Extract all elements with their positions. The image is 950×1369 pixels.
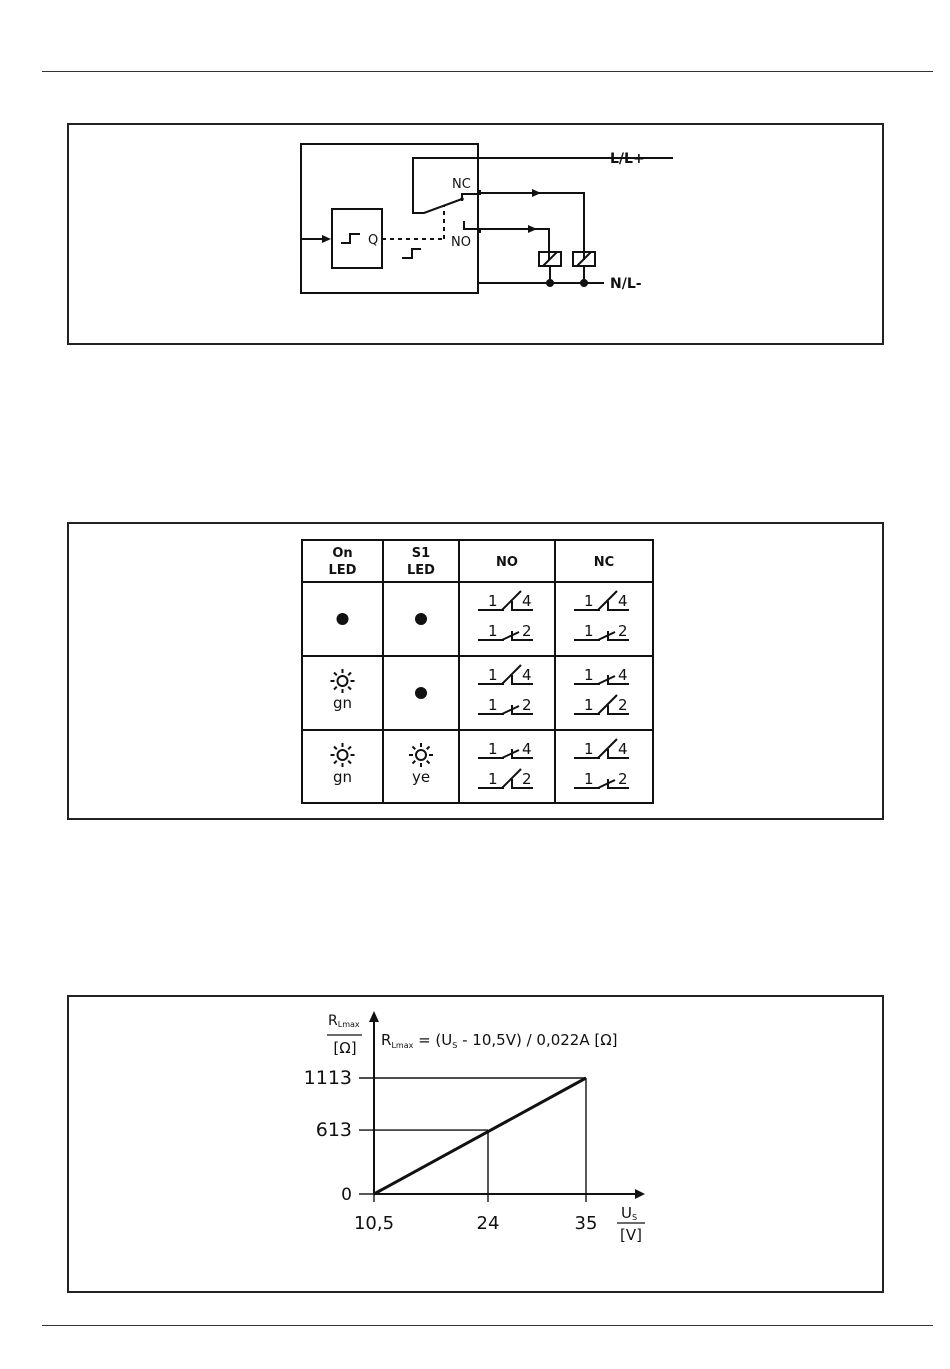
row3-no-contact-12-terminal-end: 2 <box>522 770 532 788</box>
x-axis-label: US <box>621 1204 638 1222</box>
junction-dot-1 <box>546 279 554 287</box>
row2-on-led-led-core <box>338 676 348 686</box>
row3-s1-led-led-ray <box>427 747 430 750</box>
nc-branch <box>480 193 584 260</box>
row3-on-led-led-ray <box>348 747 351 750</box>
y-tick-label: 0 <box>341 1185 352 1205</box>
input-arrowhead <box>322 235 331 243</box>
top-rule <box>42 71 933 72</box>
row1-nc-contact-14-terminal-common: 1 <box>584 592 594 610</box>
row2-nc-contact-12-terminal-end: 2 <box>618 696 628 714</box>
row2-on-led-on-icon <box>331 669 355 693</box>
row3-nc-contact-14-terminal-common: 1 <box>584 740 594 758</box>
row3-s1-led-led-ray <box>413 747 416 750</box>
row2-on-led-label: gn <box>332 694 353 712</box>
row3-no-contact-14-blade-closed <box>502 750 519 758</box>
row1-no-contact-12-terminal-end: 2 <box>522 622 532 640</box>
row3-s1-led-led-ray <box>427 761 430 764</box>
table-header-on-led: On <box>332 546 353 561</box>
nc-label: NC <box>452 177 471 192</box>
neutral-minus-label: N/L- <box>610 276 642 292</box>
row3-on-led-label: gn <box>332 768 353 786</box>
formula-label: $R_{Lmax} = (U_S - 10,5V) / 0,022A$ [Ω] <box>381 1031 618 1050</box>
row3-nc-contact-12-terminal-common: 1 <box>584 770 594 788</box>
row3-nc-contact-12-blade-closed <box>598 780 615 788</box>
row3-nc-contact-14-terminal-end: 4 <box>618 740 628 758</box>
row3-nc-contact-12-terminal-end: 2 <box>618 770 628 788</box>
row1-nc-contact-12-terminal-common: 1 <box>584 622 594 640</box>
row1-no-contact-12-blade-closed <box>502 632 519 640</box>
row2-nc-contact-14-terminal-common: 1 <box>584 666 594 684</box>
wiring-diagram-frame <box>67 123 884 345</box>
x-axis-arrowhead <box>635 1189 645 1199</box>
row2-s1-led-off-dot <box>415 687 427 699</box>
row2-nc-contact-14-blade-closed <box>598 676 615 684</box>
x-tick-label: 35 <box>574 1213 598 1234</box>
row2-no-contact-14-terminal-end: 4 <box>522 666 532 684</box>
row1-nc-contact-12-terminal-end: 2 <box>618 622 628 640</box>
no-label: NO <box>451 235 471 250</box>
table-header-s1-led: LED <box>407 563 435 578</box>
row3-no-contact-12-terminal-common: 1 <box>488 770 498 788</box>
led-contact-table <box>69 524 882 818</box>
table-border <box>302 540 653 803</box>
row3-no-contact-14-terminal-end: 4 <box>522 740 532 758</box>
y-axis-unit: [Ω] <box>333 1039 357 1057</box>
table-header-nc: NC <box>593 555 615 570</box>
bottom-rule <box>42 1325 933 1326</box>
row3-s1-led-on-icon <box>409 743 433 767</box>
row2-nc-contact-12-terminal-common: 1 <box>584 696 594 714</box>
line-plus-label: L/L+ <box>610 151 645 167</box>
row1-s1-led-off-dot <box>415 613 427 625</box>
wiring-diagram <box>69 125 882 343</box>
row3-no-contact-14-terminal-common: 1 <box>488 740 498 758</box>
row3-s1-led-label: ye <box>411 768 431 786</box>
series-line-rlmax <box>374 1078 586 1194</box>
row2-no-contact-12-terminal-common: 1 <box>488 696 498 714</box>
row3-on-led-led-ray <box>348 761 351 764</box>
row2-no-contact-12-blade-closed <box>502 706 519 714</box>
x-tick-label: 24 <box>476 1213 500 1234</box>
row2-on-led-led-ray <box>334 687 337 690</box>
row3-on-led-led-ray <box>334 747 337 750</box>
led-table-frame <box>67 522 884 820</box>
nc-arrowhead <box>532 189 541 197</box>
y-axis-label: RLmax <box>328 1013 360 1029</box>
row1-no-contact-14-terminal-end: 4 <box>522 592 532 610</box>
y-axis-arrowhead <box>369 1011 379 1022</box>
row2-on-led-led-ray <box>334 673 337 676</box>
row3-on-led-on-icon <box>331 743 355 767</box>
x-tick-label: 10,5 <box>353 1213 395 1234</box>
table-grid <box>302 540 653 803</box>
rlmax-chart <box>69 997 882 1291</box>
row1-no-contact-12-terminal-common: 1 <box>488 622 498 640</box>
row1-on-led-off-dot <box>337 613 349 625</box>
row2-no-contact-12-terminal-end: 2 <box>522 696 532 714</box>
table-header-s1-led: S1 <box>411 546 431 561</box>
row3-on-led-led-ray <box>334 761 337 764</box>
y-tick-label: 1113 <box>303 1067 352 1089</box>
row1-no-contact-14-terminal-common: 1 <box>488 592 498 610</box>
no-arrowhead <box>528 225 537 233</box>
x-axis-unit: [V] <box>620 1226 642 1244</box>
table-header-no: NO <box>496 555 518 570</box>
row3-s1-led-led-ray <box>413 761 416 764</box>
chart-frame <box>67 995 884 1293</box>
step-symbol-logic <box>341 234 360 243</box>
y-tick-label: 613 <box>315 1119 352 1142</box>
row2-no-contact-14-terminal-common: 1 <box>488 666 498 684</box>
row3-s1-led-led-core <box>416 750 426 760</box>
row1-nc-contact-14-terminal-end: 4 <box>618 592 628 610</box>
q-label: Q <box>368 233 379 248</box>
row2-nc-contact-14-terminal-end: 4 <box>618 666 628 684</box>
row2-on-led-led-ray <box>348 673 351 676</box>
junction-dot-2 <box>580 279 588 287</box>
row2-on-led-led-ray <box>348 687 351 690</box>
row3-on-led-led-core <box>338 750 348 760</box>
row1-nc-contact-12-blade-closed <box>598 632 615 640</box>
step-symbol-contact <box>402 249 421 258</box>
table-header-on-led: LED <box>328 563 357 578</box>
sensor-housing <box>301 144 478 293</box>
